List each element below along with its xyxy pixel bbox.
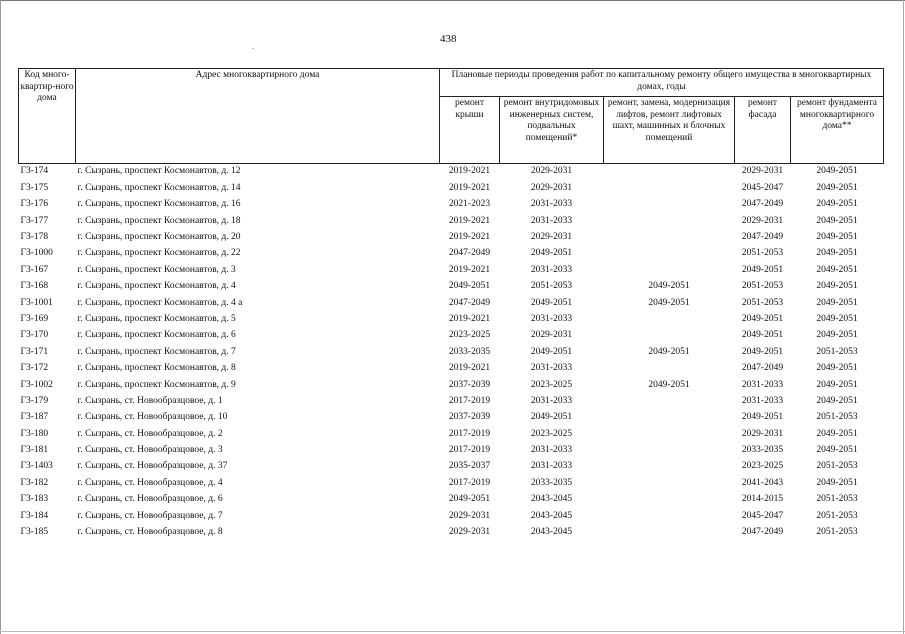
header-foundation: ремонт фундамента многоквартирного дома** [791, 97, 884, 164]
table-row [19, 393, 884, 409]
cell-facade: 2049-2051 [741, 264, 784, 275]
cell-address: г. Сызрань, проспект Космонавтов, д. 18 [77, 215, 241, 226]
cell-lifts [604, 443, 735, 459]
cell-systems: 2043-2045 [530, 494, 573, 505]
table-row [19, 525, 884, 541]
table-row [19, 377, 884, 393]
page-border-left [0, 0, 1, 634]
cell-code: Г3-1000 [20, 248, 53, 259]
cell-roof: 2023-2025 [448, 330, 491, 341]
cell-facade: 2033-2035 [741, 445, 784, 456]
table-row [19, 197, 884, 213]
cell-roof: 2033-2035 [448, 346, 491, 357]
cell-lifts: 2049-2051 [648, 297, 690, 308]
cell-code: Г3-184 [20, 510, 49, 521]
page-border-right [903, 0, 904, 634]
cell-foundation: 2049-2051 [816, 445, 858, 456]
cell-systems: 2049-2051 [530, 412, 573, 423]
cell-facade: 2047-2049 [741, 363, 784, 374]
cell-code: Г3-179 [20, 395, 49, 406]
cell-systems: 2029-2031 [530, 232, 573, 242]
capital-repair-schedule-table [18, 68, 884, 541]
cell-lifts [604, 475, 735, 491]
table-row [19, 410, 884, 426]
cell-address: г. Сызрань, проспект Космонавтов, д. 5 [77, 313, 236, 324]
cell-lifts [604, 361, 735, 377]
cell-systems: 2031-2033 [530, 199, 573, 210]
cell-systems: 2043-2045 [530, 510, 573, 521]
cell-facade: 2031-2033 [741, 395, 784, 406]
cell-lifts [604, 525, 735, 541]
cell-facade: 2049-2051 [741, 313, 784, 324]
cell-foundation: 2051-2053 [816, 461, 858, 472]
cell-systems: 2049-2051 [530, 248, 573, 259]
cell-code: Г3-168 [20, 281, 49, 292]
cell-address: г. Сызрань, ст. Новообразцовое, д. 8 [77, 527, 223, 538]
table-row [19, 508, 884, 524]
cell-address: г. Сызрань, ст. Новообразцовое, д. 10 [77, 412, 228, 423]
table-row [19, 328, 884, 344]
cell-code: Г3-181 [20, 445, 49, 456]
header-periods: Плановые периоды проведения работ по капитальному ремонту общего имущества в многоквартирных домах, годы [440, 69, 884, 97]
cell-lifts [604, 393, 735, 409]
cell-code: Г3-169 [20, 313, 49, 324]
cell-roof: 2019-2021 [448, 166, 491, 177]
cell-systems: 2031-2033 [530, 445, 573, 456]
cell-lifts [604, 426, 735, 442]
cell-lifts [604, 459, 735, 475]
cell-address: г. Сызрань, проспект Космонавтов, д. 8 [77, 363, 236, 374]
table-row [19, 312, 884, 328]
cell-code: Г3-180 [20, 428, 49, 439]
cell-foundation: 2049-2051 [816, 248, 858, 259]
cell-code: Г3-175 [20, 182, 49, 193]
cell-address: г. Сызрань, ст. Новообразцовое, д. 6 [77, 494, 223, 505]
cell-roof: 2017-2019 [448, 395, 491, 406]
cell-foundation: 2051-2053 [816, 494, 858, 505]
cell-roof: 2029-2031 [448, 510, 491, 521]
cell-systems: 2031-2033 [530, 395, 573, 406]
cell-address: г. Сызрань, проспект Космонавтов, д. 20 [77, 232, 241, 242]
page-border-bottom [0, 631, 905, 632]
cell-address: г. Сызрань, ст. Новообразцовое, д. 4 [77, 477, 223, 488]
header-systems: ремонт внутридомовых инженерных систем, подвальных помещений* [500, 97, 604, 164]
cell-roof: 2035-2037 [448, 461, 491, 472]
cell-foundation: 2051-2053 [816, 412, 858, 423]
cell-lifts [604, 312, 735, 328]
cell-facade: 2045-2047 [741, 510, 784, 521]
table-row [19, 344, 884, 360]
cell-address: г. Сызрань, проспект Космонавтов, д. 6 [77, 330, 236, 341]
cell-lifts [604, 213, 735, 229]
scan-speck: . [252, 42, 254, 51]
cell-roof: 2049-2051 [448, 281, 491, 292]
cell-facade: 2051-2053 [741, 281, 784, 292]
table-row [19, 230, 884, 246]
cell-systems: 2029-2031 [530, 182, 573, 193]
cell-address: г. Сызрань, ст. Новообразцовое, д. 3 [77, 445, 223, 456]
cell-foundation: 2049-2051 [816, 264, 858, 275]
cell-lifts [604, 230, 735, 246]
cell-address: г. Сызрань, ст. Новообразцовое, д. 2 [77, 428, 223, 439]
cell-address: г. Сызрань, проспект Космонавтов, д. 7 [77, 346, 236, 357]
cell-facade: 2045-2047 [741, 182, 784, 193]
cell-facade: 2023-2025 [741, 461, 784, 472]
cell-facade: 2049-2051 [741, 346, 784, 357]
cell-foundation: 2049-2051 [816, 281, 858, 292]
cell-foundation: 2049-2051 [816, 395, 858, 406]
cell-code: Г3-178 [20, 232, 49, 242]
cell-foundation: 2049-2051 [816, 477, 858, 488]
cell-code: Г3-1403 [20, 461, 53, 472]
cell-address: г. Сызрань, проспект Космонавтов, д. 4 а [77, 297, 243, 308]
table-row [19, 459, 884, 475]
cell-lifts [604, 180, 735, 196]
cell-roof: 2021-2023 [448, 199, 491, 210]
cell-roof: 2049-2051 [448, 494, 491, 505]
cell-foundation: 2049-2051 [816, 199, 858, 210]
header-row-1 [19, 69, 884, 97]
cell-facade: 2047-2049 [741, 199, 784, 210]
cell-code: Г3-185 [20, 527, 49, 538]
header-roof: ремонт крыши [440, 97, 500, 164]
cell-roof: 2029-2031 [448, 527, 491, 538]
table-row [19, 426, 884, 442]
cell-address: г. Сызрань, ст. Новообразцовое, д. 7 [77, 510, 223, 521]
cell-systems: 2051-2053 [530, 281, 573, 292]
table-row [19, 295, 884, 311]
cell-lifts [604, 328, 735, 344]
cell-lifts [604, 164, 735, 181]
page-border-top [0, 0, 905, 1]
cell-foundation: 2049-2051 [816, 313, 858, 324]
cell-facade: 2047-2049 [741, 527, 784, 538]
cell-code: Г3-182 [20, 477, 49, 488]
cell-facade: 2049-2051 [741, 412, 784, 423]
cell-code: Г3-183 [20, 494, 49, 505]
cell-roof: 2047-2049 [448, 297, 491, 308]
cell-systems: 2033-2035 [530, 477, 573, 488]
cell-systems: 2029-2031 [530, 166, 573, 177]
header-address: Адрес многоквартирного дома [76, 69, 440, 164]
cell-address: г. Сызрань, проспект Космонавтов, д. 4 [77, 281, 236, 292]
cell-systems: 2031-2033 [530, 313, 573, 324]
cell-roof: 2047-2049 [448, 248, 491, 259]
cell-address: г. Сызрань, проспект Космонавтов, д. 16 [77, 199, 241, 210]
cell-systems: 2023-2025 [530, 428, 573, 439]
cell-lifts: 2049-2051 [648, 379, 690, 390]
cell-foundation: 2049-2051 [816, 428, 858, 439]
table-row [19, 492, 884, 508]
cell-lifts [604, 492, 735, 508]
cell-roof: 2019-2021 [448, 363, 491, 374]
cell-systems: 2049-2051 [530, 346, 573, 357]
cell-code: Г3-171 [20, 346, 49, 357]
cell-facade: 2029-2031 [741, 215, 784, 226]
cell-foundation: 2051-2053 [816, 527, 858, 538]
cell-systems: 2031-2033 [530, 264, 573, 275]
cell-foundation: 2049-2051 [816, 182, 858, 193]
cell-roof: 2017-2019 [448, 445, 491, 456]
cell-roof: 2019-2021 [448, 264, 491, 275]
cell-facade: 2029-2031 [741, 428, 784, 439]
cell-address: г. Сызрань, проспект Космонавтов, д. 22 [77, 248, 241, 259]
table-body [19, 164, 884, 541]
cell-facade: 2051-2053 [741, 248, 784, 259]
cell-address: г. Сызрань, ст. Новообразцовое, д. 37 [77, 461, 228, 472]
cell-lifts: 2049-2051 [648, 281, 690, 292]
cell-code: Г3-174 [20, 166, 49, 177]
cell-facade: 2014-2015 [741, 494, 784, 505]
cell-roof: 2037-2039 [448, 412, 491, 423]
cell-address: г. Сызрань, ст. Новообразцовое, д. 1 [77, 395, 223, 406]
cell-code: Г3-1002 [20, 379, 53, 390]
cell-roof: 2037-2039 [448, 379, 491, 390]
cell-systems: 2049-2051 [530, 297, 573, 308]
table-row [19, 279, 884, 295]
cell-facade: 2029-2031 [741, 166, 784, 177]
cell-lifts [604, 246, 735, 262]
table-row [19, 246, 884, 262]
table-row [19, 475, 884, 491]
cell-address: г. Сызрань, проспект Космонавтов, д. 9 [77, 379, 236, 390]
cell-foundation: 2049-2051 [816, 232, 858, 242]
cell-foundation: 2051-2053 [816, 346, 858, 357]
cell-roof: 2019-2021 [448, 182, 491, 193]
cell-code: Г3-176 [20, 199, 49, 210]
cell-facade: 2051-2053 [741, 297, 784, 308]
table-row [19, 180, 884, 196]
table-row [19, 262, 884, 278]
cell-address: г. Сызрань, проспект Космонавтов, д. 12 [77, 166, 241, 177]
cell-foundation: 2049-2051 [816, 215, 858, 226]
header-facade: ремонт фасада [735, 97, 791, 164]
cell-lifts [604, 410, 735, 426]
cell-code: Г3-1001 [20, 297, 53, 308]
table-row [19, 213, 884, 229]
header-code: Код много-квартир-ного дома [19, 69, 76, 164]
header-lifts: ремонт, замена, модернизация лифтов, ремонт лифтовых шахт, машинных и блочных помещений [604, 97, 735, 164]
cell-facade: 2041-2043 [741, 477, 784, 488]
cell-facade: 2049-2051 [741, 330, 784, 341]
cell-foundation: 2049-2051 [816, 166, 858, 177]
cell-lifts [604, 262, 735, 278]
table-row [19, 361, 884, 377]
cell-code: Г3-177 [20, 215, 49, 226]
cell-systems: 2043-2045 [530, 527, 573, 538]
cell-lifts: 2049-2051 [648, 346, 690, 357]
cell-address: г. Сызрань, проспект Космонавтов, д. 3 [77, 264, 236, 275]
cell-address: г. Сызрань, проспект Космонавтов, д. 14 [77, 182, 241, 193]
cell-foundation: 2049-2051 [816, 330, 858, 341]
cell-systems: 2029-2031 [530, 330, 573, 341]
cell-systems: 2031-2033 [530, 461, 573, 472]
cell-code: Г3-187 [20, 412, 49, 423]
cell-foundation: 2051-2053 [816, 510, 858, 521]
cell-roof: 2019-2021 [448, 313, 491, 324]
cell-roof: 2019-2021 [448, 232, 491, 242]
cell-systems: 2031-2033 [530, 363, 573, 374]
cell-systems: 2031-2033 [530, 215, 573, 226]
cell-systems: 2023-2025 [530, 379, 573, 390]
cell-code: Г3-170 [20, 330, 49, 341]
cell-foundation: 2049-2051 [816, 297, 858, 308]
page-number: 438 [440, 33, 457, 45]
cell-lifts [604, 508, 735, 524]
cell-facade: 2047-2049 [741, 232, 784, 242]
cell-lifts [604, 197, 735, 213]
cell-roof: 2019-2021 [448, 215, 491, 226]
cell-facade: 2031-2033 [741, 379, 784, 390]
table-row [19, 164, 884, 181]
table-row [19, 443, 884, 459]
cell-code: Г3-167 [20, 264, 49, 275]
cell-roof: 2017-2019 [448, 428, 491, 439]
cell-foundation: 2049-2051 [816, 363, 858, 374]
cell-roof: 2017-2019 [448, 477, 491, 488]
cell-foundation: 2049-2051 [816, 379, 858, 390]
cell-code: Г3-172 [20, 363, 49, 374]
